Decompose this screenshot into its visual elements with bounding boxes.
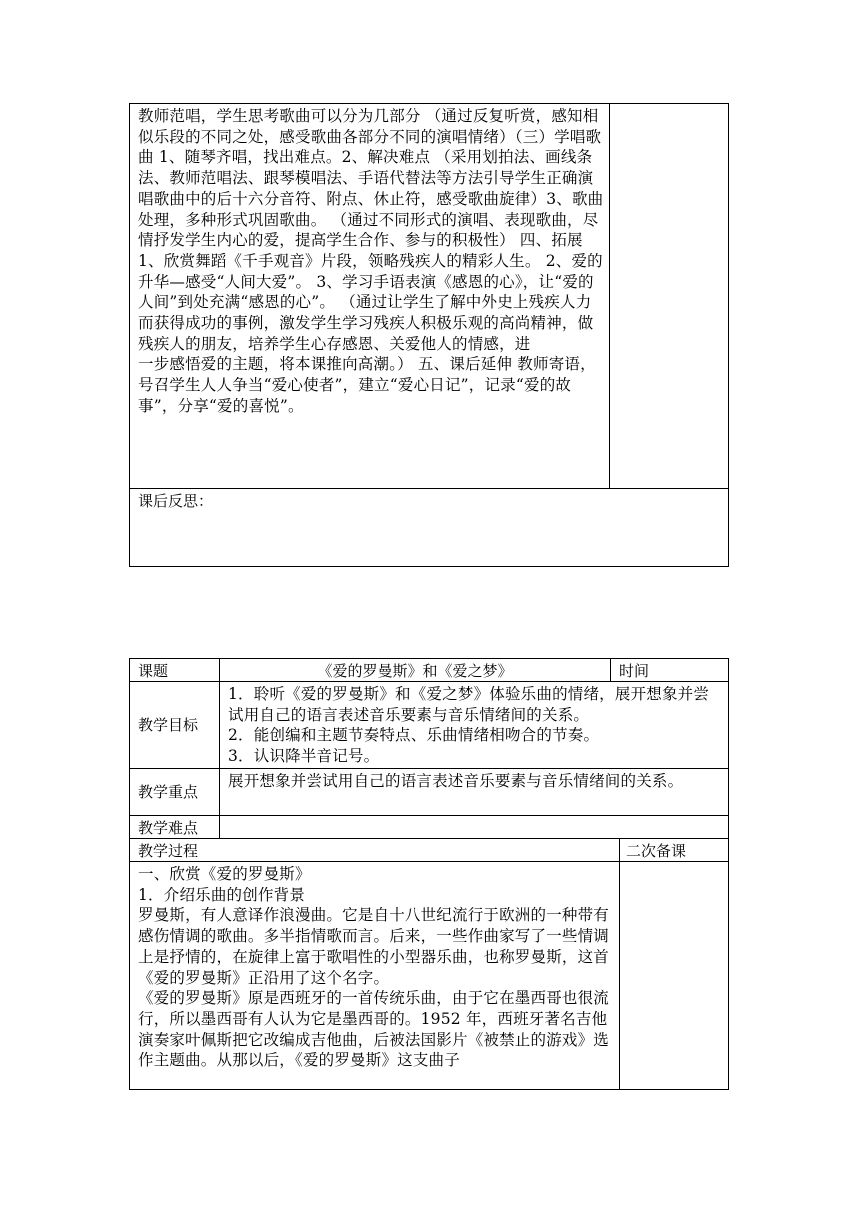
process-cell (130, 104, 610, 489)
goal-item: 3．认识降半音记号。 (228, 747, 380, 766)
reflection-cell (130, 489, 729, 567)
backup-notes-cell (610, 104, 729, 489)
topic-label: 课题 (138, 662, 169, 680)
lesson-table-continued (129, 103, 729, 567)
key-value: 展开想象并尝试用自己的语言表述音乐要素与音乐情绪间的关系。 (228, 772, 684, 790)
difficulty-label: 教学难点 (138, 819, 199, 837)
process-line: 《爱的罗曼斯》原是西班牙的一首传统乐曲，由于它在墨西哥也很流行，所以墨西哥有人认为它是墨西哥的。1952 年，西班牙著名吉他演奏家叶佩斯把它改编成吉他曲，后被法国影片《被禁止的游戏》选作主题曲。从那以后，《爱的罗曼斯》这支曲子 (138, 989, 610, 1070)
goal-item: 1．聆听《爱的罗曼斯》和《爱之梦》体验乐曲的情绪，展开想象并尝试用自己的语言表述音乐要素与音乐情绪间的关系。 (228, 685, 710, 724)
process-header-cell (130, 839, 620, 862)
topic-value-cell (220, 659, 611, 682)
difficulty-cell (220, 816, 729, 839)
key-cell (220, 769, 729, 816)
process-body-cell (130, 862, 620, 1090)
process-label: 教学过程 (138, 842, 199, 860)
backup-header-cell (620, 839, 729, 862)
key-label: 教学重点 (138, 783, 199, 801)
lesson-plan-table (129, 658, 729, 1090)
process-paragraph: 教师范唱，学生思考歌曲可以分为几部分 （通过反复听赏，感知相似乐段的不同之处，感受歌曲各部分不同的演唱情绪）（三）学唱歌曲 1、随琴齐唱，找出难点。2、解决难点 （采用划拍法、画线条法、教师范唱法、跟琴模唱法、手语代替法等方法引导学生正确演唱歌曲中的后十六分音符、附点、休止符，感受歌曲旋律）3、歌曲处理，多种形式巩固歌曲。 （通过不同形式的演唱、表现歌曲，尽情抒发学生内心的爱，提高学生合作、参与的积极性） 四、拓展 1、欣赏舞蹈《千手观音》片段，领略残疾人的精彩人生。 2、爱的升华—感受“人间大爱”。 3、学习手语表演《感恩的心》，让“爱的人间”到处充满“感恩的心”。 （通过让学生了解中外史上残疾人力而获得成功的事例，激发学生学习残疾人积极乐观的高尚精神，做残疾人的朋友，培养学生心存感恩、关爱他人的情感，进 (138, 107, 604, 353)
goals-label-cell (130, 682, 220, 769)
process-line: 1．介绍乐曲的创作背景 (138, 885, 306, 904)
backup-body-cell (620, 862, 729, 1090)
goals-label: 教学目标 (138, 716, 199, 734)
goal-item: 2．能创编和主题节奏特点、乐曲情绪相吻合的节奏。 (228, 726, 600, 745)
process-paragraph: 一步感悟爱的主题，将本课推向高潮。） 五、课后延伸 教师寄语，号召学生人人争当“爱心使者”，建立“爱心日记”，记录“爱的故事”，分享“爱的喜悦”。 (138, 355, 596, 415)
goals-cell (220, 682, 729, 769)
topic-label-cell (130, 659, 220, 682)
key-label-cell (130, 769, 220, 816)
time-cell (611, 659, 729, 682)
reflection-label: 课后反思： (138, 492, 214, 510)
difficulty-label-cell (130, 816, 220, 839)
process-line: 罗曼斯，有人意译作浪漫曲。它是自十八世纪流行于欧洲的一种带有感伤情调的歌曲。多半指情歌而言。后来，一些作曲家写了一些情调上是抒情的，在旋律上富于歌唱性的小型器乐曲，也称罗曼斯，这首《爱的罗曼斯》正沿用了这个名字。 (138, 906, 610, 987)
topic-value: 《爱的罗曼斯》和《爱之梦》 (317, 662, 513, 680)
backup-label: 二次备课 (626, 842, 687, 860)
process-line: 一、欣赏《爱的罗曼斯》 (138, 865, 311, 883)
time-label: 时间 (619, 662, 650, 680)
